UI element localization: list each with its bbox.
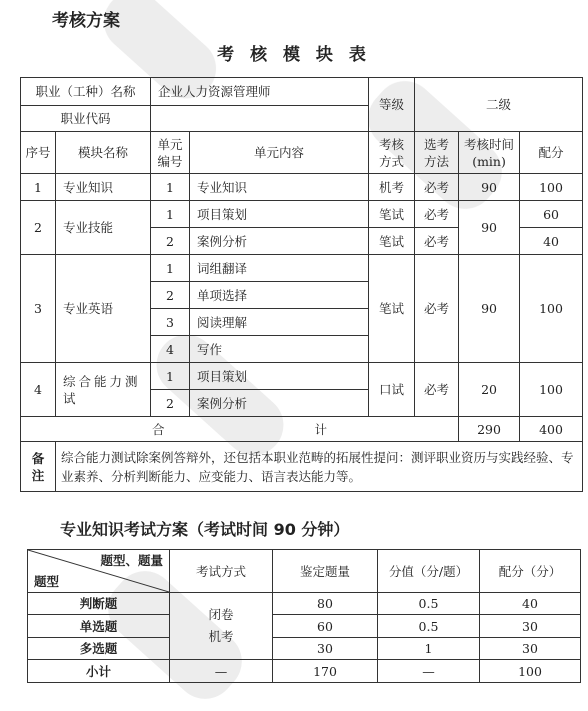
occupation-value: 企业人力资源管理师: [151, 78, 369, 106]
exam-method: 机考: [369, 174, 415, 201]
remark-label: 备 注: [21, 442, 56, 492]
unit-no: 1: [151, 174, 190, 201]
module-no: 1: [21, 174, 56, 201]
knowledge-exam-table: [27, 549, 581, 683]
unit-no: 2: [151, 390, 190, 417]
table-row: [21, 201, 583, 228]
total-label-1: 合: [152, 421, 165, 437]
module-name: 综合能力测试: [56, 363, 151, 417]
col-header-time: 考核时间 (min): [459, 132, 520, 174]
exam-mode: 闭卷 机考: [170, 593, 273, 660]
unit-no: 1: [151, 255, 190, 282]
corner-bottom-label: 题型: [34, 574, 60, 589]
question-score: 40: [480, 593, 581, 615]
col-header-score: 配分: [520, 132, 583, 174]
subtotal-value: —: [378, 660, 480, 683]
question-count: 60: [273, 615, 378, 638]
code-label: 职业代码: [21, 106, 151, 132]
table-row: [21, 174, 583, 201]
col-header-score: 配分（分）: [480, 550, 581, 593]
question-score: 30: [480, 638, 581, 660]
subtotal-mode: —: [170, 660, 273, 683]
table-row: [21, 363, 583, 390]
unit-content: 项目策划: [190, 363, 369, 390]
code-value: [151, 106, 369, 132]
col-header-count: 鉴定题量: [273, 550, 378, 593]
col-header-unit-content: 单元内容: [190, 132, 369, 174]
question-type: 多选题: [28, 638, 170, 660]
exam-time: 90: [459, 201, 520, 255]
unit-no: 1: [151, 201, 190, 228]
unit-no: 1: [151, 363, 190, 390]
exam-time: 90: [459, 255, 520, 363]
unit-content: 阅读理解: [190, 309, 369, 336]
question-count: 80: [273, 593, 378, 615]
exam-method: 笔试: [369, 201, 415, 228]
module-score: 100: [520, 363, 583, 417]
exam-method: 口试: [369, 363, 415, 417]
question-value: 0.5: [378, 593, 480, 615]
module-no: 4: [21, 363, 56, 417]
question-value: 0.5: [378, 615, 480, 638]
total-time: 290: [459, 417, 520, 442]
grade-label: 等级: [369, 78, 415, 132]
question-score: 30: [480, 615, 581, 638]
col-header-no: 序号: [21, 132, 56, 174]
col-header-method: 考核 方式: [369, 132, 415, 174]
exam-time: 90: [459, 174, 520, 201]
question-type: 判断题: [28, 593, 170, 615]
module-score: 100: [520, 255, 583, 363]
unit-content: 写作: [190, 336, 369, 363]
subtotal-count: 170: [273, 660, 378, 683]
selection-method: 必考: [415, 228, 459, 255]
knowledge-table-title: 专业知识考试方案（考试时间 90 分钟）: [60, 520, 350, 539]
unit-no: 4: [151, 336, 190, 363]
col-header-module: 模块名称: [56, 132, 151, 174]
col-header-selection: 选考 方法: [415, 132, 459, 174]
diagonal-header-cell: [28, 550, 170, 593]
table-row: [28, 638, 581, 660]
exam-method: 笔试: [369, 228, 415, 255]
question-type: 单选题: [28, 615, 170, 638]
selection-method: 必考: [415, 201, 459, 228]
total-label: [21, 417, 459, 442]
unit-content: 专业知识: [190, 174, 369, 201]
total-score: 400: [520, 417, 583, 442]
table-row: [21, 255, 583, 282]
selection-method: 必考: [415, 363, 459, 417]
module-name: 专业技能: [56, 201, 151, 255]
unit-content: 案例分析: [190, 228, 369, 255]
selection-method: 必考: [415, 174, 459, 201]
exam-method: 笔试: [369, 255, 415, 363]
remark-text: 综合能力测试除案例答辩外，还包括本职业范畴的拓展性提问：测评职业资历与实践经验、专业素养、分析判断能力、应变能力、语言表达能力等。: [56, 442, 583, 492]
module-table-title: 考 核 模 块 表: [217, 45, 371, 65]
col-header-exam-mode: 考试方式: [170, 550, 273, 593]
module-name: 专业知识: [56, 174, 151, 201]
table-row: [28, 615, 581, 638]
unit-score: 40: [520, 228, 583, 255]
subtotal-score: 100: [480, 660, 581, 683]
remark-row: [21, 442, 583, 492]
col-header-value: 分值（分/题）: [378, 550, 480, 593]
grade-value: 二级: [415, 78, 583, 132]
subtotal-label: 小计: [28, 660, 170, 683]
unit-content: 项目策划: [190, 201, 369, 228]
unit-score: 60: [520, 201, 583, 228]
module-no: 3: [21, 255, 56, 363]
page-heading: 考核方案: [52, 11, 120, 31]
unit-no: 2: [151, 282, 190, 309]
unit-content: 案例分析: [190, 390, 369, 417]
module-table: [20, 77, 583, 492]
question-value: 1: [378, 638, 480, 660]
total-label-2: 计: [314, 421, 328, 437]
selection-method: 必考: [415, 255, 459, 363]
unit-no: 2: [151, 228, 190, 255]
exam-time: 20: [459, 363, 520, 417]
total-row: [21, 417, 583, 442]
occupation-label: 职业（工种）名称: [21, 78, 151, 106]
table-row: [28, 593, 581, 615]
corner-top-label: 题型、题量: [100, 553, 163, 568]
col-header-unit-no: 单元 编号: [151, 132, 190, 174]
unit-content: 单项选择: [190, 282, 369, 309]
module-no: 2: [21, 201, 56, 255]
unit-no: 3: [151, 309, 190, 336]
module-score: 100: [520, 174, 583, 201]
module-name: 专业英语: [56, 255, 151, 363]
unit-content: 词组翻译: [190, 255, 369, 282]
subtotal-row: [28, 660, 581, 683]
question-count: 30: [273, 638, 378, 660]
